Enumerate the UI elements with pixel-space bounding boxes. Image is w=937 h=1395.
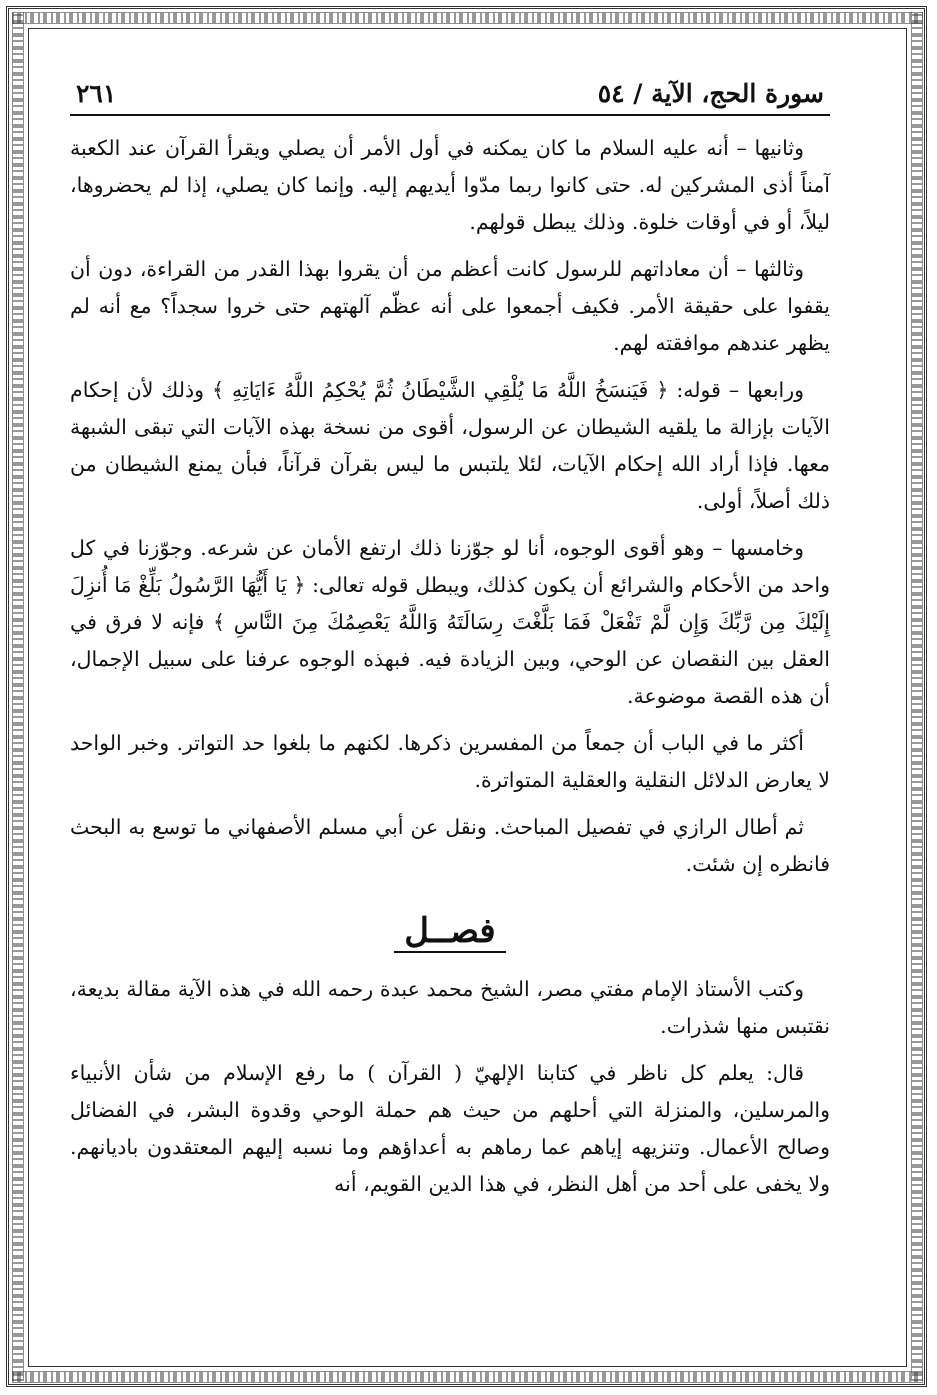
section-heading — [70, 911, 830, 954]
paragraph-3: ورابعها – قوله: ﴿ فَيَنسَخُ اللَّهُ مَا يُلْقِي الشَّيْطَانُ ثُمَّ يُحْكِمُ اللَّهُ ءَايَاتِهِ ﴾ وذلك لأن إحكام الآيات بإزالة ما يلقيه الشيطان عن الرسول، أقوى من نسخة بهذه الآيات التي تبقى الشبهة معها. فإذا أراد الله إحكام الآيات، لئلا يلتبس ما ليس بقرآن قرآناً، فبأن يمنع الشيطان من ذلك أصلاً، أولى. — [70, 377, 830, 513]
border-chain-top — [12, 12, 923, 24]
book-page — [70, 80, 830, 1213]
paragraph-2: وثالثها – أن معاداتهم للرسول كانت أعظم من أن يقروا بهذا القدر من القراءة، دون أن يقفوا على حقيقة الأمر. فكيف أجمعوا على أنه عظّم آلهتهم حتى خروا سجداً؟ مع أنه لم يظهر عندهم موافقته لهم. — [70, 256, 830, 355]
paragraph-8: قال: يعلم كل ناظر في كتابنا الإلهيّ ( القرآن ) ما رفع الإسلام من شأن الأنبياء والمرسلين، والمنزلة التي أحلهم من حيث هم حملة الوحي وقدوة البشر، في الفضائل وصالح الأعمال. وتنزيهه إياهم عما رماهم به أعداؤهم وما نسبه إليهم المعتقدون باديانهم. ولا يخفى على أحد من أهل النظر، في هذا الدين القويم، أنه — [70, 1061, 830, 1197]
paragraph-6: ثم أطال الرازي في تفصيل المباحث. ونقل عن أبي مسلم الأصفهاني ما توسع به البحث فانظره إن شئت. — [70, 814, 830, 876]
page-number: ٢٦١ — [76, 79, 117, 108]
running-head: سورة الحج، الآية / ٥٤ — [597, 79, 824, 108]
paragraph-7: وكتب الأستاذ الإمام مفتي مصر، الشيخ محمد عبدة رحمه الله في هذه الآية مقالة بديعة، نقتبس منها شذرات. — [70, 977, 830, 1039]
page-header — [70, 80, 830, 116]
paragraph-5: أكثر ما في الباب أن جمعاً من المفسرين ذكرها. لكنهم ما بلغوا حد التواتر. وخبر الواحد لا يعارض الدلائل النقلية والعقلية المتواترة. — [70, 730, 830, 792]
border-chain-right — [911, 12, 923, 1381]
section-heading-text: فصــل — [394, 911, 505, 954]
border-chain-bottom — [12, 1371, 923, 1383]
page-body — [70, 130, 830, 1204]
paragraph-4: وخامسها – وهو أقوى الوجوه، أنا لو جوّزنا ذلك ارتفع الأمان عن شرعه. وجوّزنا في كل واحد من الأحكام والشرائع أن يكون كذلك، ويبطل قوله تعالى: ﴿ يَا أَيُّهَا الرَّسُولُ بَلِّغْ مَا أُنزِلَ إِلَيْكَ مِن رَّبِّكَ وَإِن لَّمْ تَفْعَلْ فَمَا بَلَّغْتَ رِسَالَتَهُ وَاللَّهُ يَعْصِمُكَ مِنَ النَّاسِ ﴾ فإنه لا فرق في العقل بين النقصان عن الوحي، وبين الزيادة فيه. فبهذه الوجوه عرفنا على سبيل الإجمال، أن هذه القصة موضوعة. — [70, 535, 830, 708]
paragraph-1: وثانيها – أنه عليه السلام ما كان يمكنه في أول الأمر أن يصلي ويقرأ القرآن عند الكعبة آمناً أذى المشركين له. حتى كانوا ربما مدّوا أيديهم إليه. وإنما كان يصلي، إذا لم يحضروها، ليلاً، أو في أوقات خلوة. وذلك يبطل قولهم. — [70, 135, 830, 234]
border-chain-left — [12, 12, 24, 1381]
